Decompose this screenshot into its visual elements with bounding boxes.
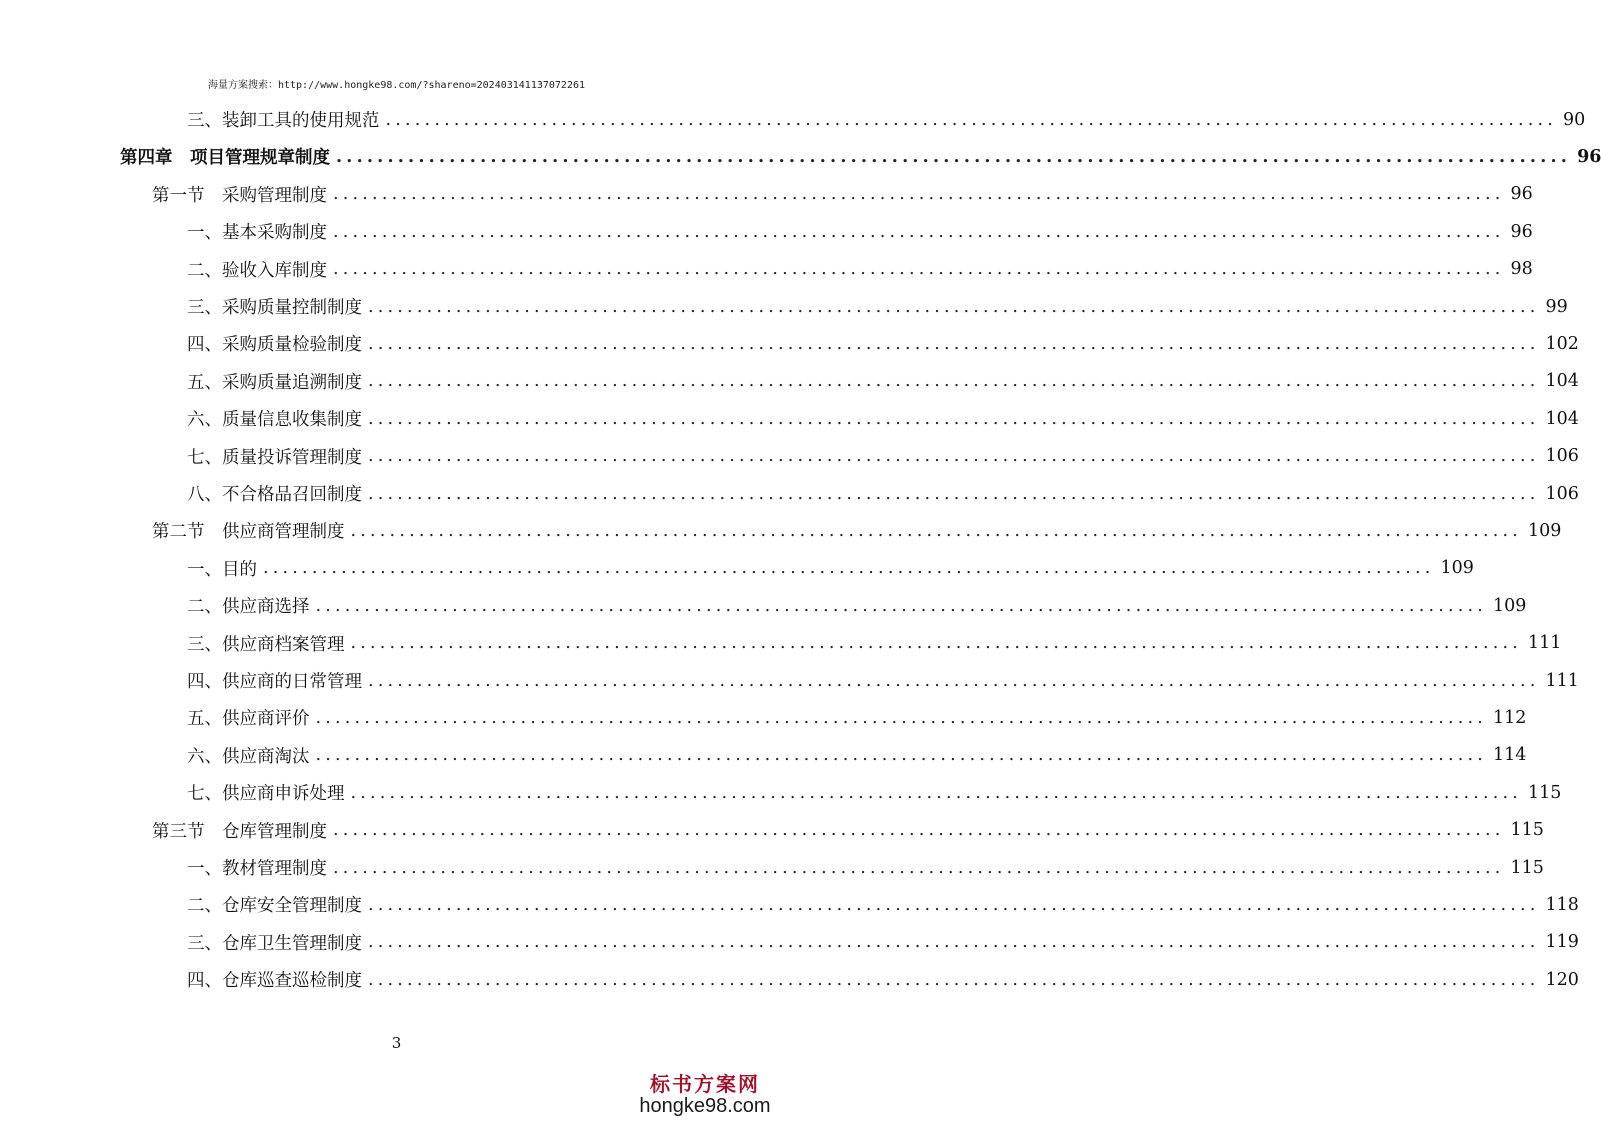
- toc-item-entry[interactable]: [187, 924, 1579, 961]
- toc-entry-page: 109: [1493, 595, 1527, 616]
- toc-leader-dots: ........................................................................................................................: [368, 969, 1540, 990]
- toc-entry-page: 111: [1528, 633, 1562, 654]
- toc-entry-label: 五、供应商评价: [187, 709, 310, 730]
- toc-leader-dots: ........................................................................................................................: [333, 221, 1505, 242]
- toc-entry-page: 115: [1510, 857, 1544, 878]
- toc-entry-page: 104: [1545, 408, 1579, 429]
- toc-leader-dots: ........................................................................................................................: [368, 483, 1540, 504]
- toc-entry-label: 第一节 采购管理制度: [152, 185, 327, 206]
- toc-entry-page: 98: [1510, 259, 1533, 280]
- toc-item-entry[interactable]: [187, 550, 1474, 587]
- toc-item-entry[interactable]: [187, 325, 1579, 362]
- toc-item-entry[interactable]: [187, 774, 1562, 811]
- toc-entry-page: 90: [1563, 109, 1586, 130]
- toc-entry-page: 119: [1545, 932, 1579, 953]
- toc-entry-label: 七、供应商申诉处理: [187, 784, 345, 805]
- toc-entry-label: 三、仓库卫生管理制度: [187, 933, 362, 954]
- toc-entry-page: 120: [1545, 969, 1579, 990]
- toc-entry-page: 111: [1545, 670, 1579, 691]
- toc-entry-label: 三、供应商档案管理: [187, 634, 345, 655]
- toc-leader-dots: ........................................................................................................................: [333, 857, 1505, 878]
- toc-section-entry[interactable]: [152, 512, 1562, 549]
- toc-item-entry[interactable]: [187, 662, 1579, 699]
- toc-item-entry[interactable]: [187, 886, 1579, 923]
- toc-leader-dots: ........................................................................................................................: [368, 670, 1540, 691]
- toc-entry-label: 七、质量投诉管理制度: [187, 447, 362, 468]
- toc-item-entry[interactable]: [187, 961, 1579, 998]
- toc-entry-page: 112: [1493, 707, 1527, 728]
- toc-item-entry[interactable]: [187, 363, 1579, 400]
- toc-entry-label: 六、质量信息收集制度: [187, 410, 362, 431]
- toc-leader-dots: ........................................................................................................................: [350, 633, 1523, 654]
- toc-entry-label: 八、不合格品召回制度: [187, 485, 362, 505]
- toc-entry-label: 三、采购质量控制制度: [187, 298, 362, 318]
- toc-leader-dots: ........................................................................................................................: [368, 894, 1540, 915]
- toc-leader-dots: ........................................................................................................................: [315, 745, 1488, 766]
- toc-entry-page: 104: [1545, 371, 1579, 392]
- toc-entry-label: 第四章 项目管理规章制度: [120, 148, 330, 169]
- toc-leader-dots: ........................................................................................................................: [333, 184, 1505, 205]
- toc-entry-label: 四、采购质量检验制度: [187, 335, 362, 356]
- toc-item-entry[interactable]: [187, 251, 1533, 288]
- toc-item-entry[interactable]: [187, 587, 1527, 624]
- toc-entry-page: 96: [1510, 184, 1533, 205]
- toc-leader-dots: ........................................................................................................................: [368, 296, 1540, 317]
- toc-leader-dots: ........................................................................................................................: [315, 707, 1488, 728]
- toc-entry-label: 一、教材管理制度: [187, 859, 327, 879]
- toc-entry-label: 五、采购质量追溯制度: [187, 372, 362, 393]
- toc-entry-label: 一、基本采购制度: [187, 223, 327, 244]
- toc-leader-dots: ........................................................................................................................: [333, 820, 1505, 841]
- toc-entry-page: 96: [1510, 221, 1533, 242]
- toc-item-entry[interactable]: [187, 101, 1586, 138]
- toc-leader-dots: ........................................................................................................................: [368, 932, 1540, 953]
- toc-entry-page: 106: [1545, 483, 1579, 504]
- page-number: 3: [391, 1034, 402, 1052]
- toc-entry-label: 四、仓库巡查巡检制度: [187, 971, 362, 992]
- toc-item-entry[interactable]: [187, 438, 1579, 475]
- toc-entry-page: 96: [1577, 146, 1601, 167]
- toc-chapter-entry[interactable]: [120, 138, 1601, 175]
- toc-section-entry[interactable]: [152, 812, 1544, 849]
- toc-entry-page: 109: [1440, 558, 1474, 579]
- toc-entry-label: 第三节 仓库管理制度: [152, 821, 327, 842]
- toc-entry-label: 一、目的: [187, 559, 257, 580]
- page-header: 海量方案搜索：http://www.hongke98.com/?shareno=202403141137072261: [207, 80, 586, 91]
- toc-entry-page: 114: [1493, 745, 1527, 766]
- toc-leader-dots: ........................................................................................................................: [368, 408, 1540, 429]
- toc-leader-dots: ........................................................................................................................: [368, 446, 1540, 467]
- toc-entry-label: 六、供应商淘汰: [187, 746, 310, 767]
- toc-item-entry[interactable]: [187, 213, 1533, 250]
- toc-item-entry[interactable]: [187, 400, 1579, 437]
- toc-leader-dots: ........................................................................................................................: [263, 558, 1435, 579]
- site-watermark-logo: [635, 1068, 775, 1118]
- toc-entry-label: 四、供应商的日常管理: [187, 672, 362, 692]
- toc-leader-dots: ........................................................................................................................: [368, 333, 1540, 354]
- toc-item-entry[interactable]: [187, 475, 1579, 512]
- toc-entry-label: 第二节 供应商管理制度: [152, 522, 345, 543]
- toc-entry-page: 115: [1528, 782, 1562, 803]
- toc-entry-label: 三、装卸工具的使用规范: [187, 111, 380, 131]
- toc-entry-page: 109: [1528, 520, 1562, 541]
- toc-item-entry[interactable]: [187, 699, 1527, 736]
- toc-item-entry[interactable]: [187, 625, 1562, 662]
- toc-leader-dots: ........................................................................................................................: [368, 371, 1540, 392]
- toc-leader-dots: ........................................................................................................................: [336, 146, 1572, 167]
- toc-entry-page: 118: [1545, 894, 1579, 915]
- toc-entry-page: 115: [1510, 820, 1544, 841]
- toc-leader-dots: ........................................................................................................................: [350, 782, 1523, 803]
- toc-leader-dots: ........................................................................................................................: [385, 109, 1558, 130]
- toc-leader-dots: ........................................................................................................................: [315, 595, 1488, 616]
- toc-entry-page: 106: [1545, 446, 1579, 467]
- toc-entry-label: 二、仓库安全管理制度: [187, 896, 362, 917]
- watermark-en-text: hongke98.com: [639, 1095, 771, 1117]
- toc-entry-page: 102: [1545, 333, 1579, 354]
- toc-item-entry[interactable]: [187, 849, 1544, 886]
- toc-leader-dots: ........................................................................................................................: [333, 259, 1505, 280]
- watermark-cn-text: 标书方案网: [650, 1072, 760, 1096]
- toc-section-entry[interactable]: [152, 176, 1533, 213]
- toc-entry-label: 二、验收入库制度: [187, 260, 327, 281]
- toc-leader-dots: ........................................................................................................................: [350, 520, 1523, 541]
- toc-entry-page: 99: [1545, 296, 1568, 317]
- toc-item-entry[interactable]: [187, 288, 1568, 325]
- toc-item-entry[interactable]: [187, 737, 1527, 774]
- toc-entry-label: 二、供应商选择: [187, 597, 310, 618]
